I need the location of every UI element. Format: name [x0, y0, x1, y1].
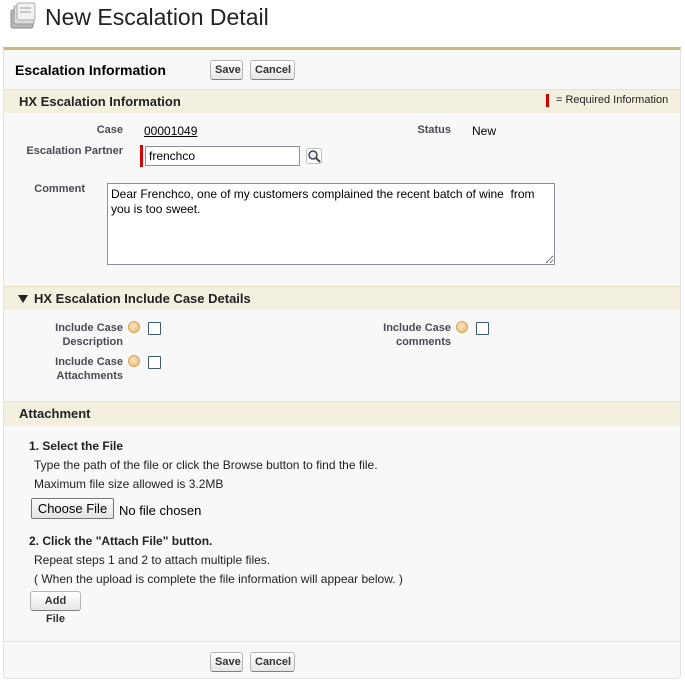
- attachment-header: [4, 401, 680, 426]
- choose-file-button[interactable]: Choose File: [31, 498, 114, 519]
- help-icon[interactable]: [456, 321, 468, 333]
- comment-label: Comment: [34, 183, 85, 195]
- hx-escalation-information-title: HX Escalation Information: [19, 94, 181, 109]
- attachment-title: Attachment: [19, 406, 91, 421]
- case-label: Case: [96, 124, 123, 136]
- comment-textarea[interactable]: [107, 183, 555, 265]
- include-case-description-checkbox[interactable]: [148, 322, 161, 335]
- no-file-chosen-text: No file chosen: [119, 503, 202, 518]
- upload-complete-note: ( When the upload is complete the file information will appear below. ): [34, 572, 403, 586]
- collapse-triangle-icon[interactable]: [18, 295, 28, 303]
- save-button-top[interactable]: Save: [210, 60, 243, 80]
- escalation-information-title: Escalation Information: [15, 62, 166, 78]
- lookup-search-icon[interactable]: [306, 148, 322, 164]
- escalation-partner-input[interactable]: [145, 146, 300, 166]
- step2-title: 2. Click the "Attach File" button.: [29, 534, 213, 548]
- include-case-comments-label: Include Case comments: [383, 322, 451, 348]
- status-value: New: [472, 124, 497, 138]
- include-case-attachments-label: Include Case Attachments: [55, 356, 123, 382]
- cancel-button-top[interactable]: Cancel: [250, 60, 295, 80]
- include-case-attachments-checkbox[interactable]: [148, 356, 161, 369]
- help-icon[interactable]: [128, 355, 140, 367]
- step1-title: 1. Select the File: [29, 439, 124, 453]
- escalation-partner-label: Escalation Partner: [26, 145, 123, 157]
- escalation-partner-required-bar: [140, 145, 143, 167]
- cancel-button-bottom[interactable]: Cancel: [250, 652, 295, 672]
- step2-instruction: Repeat steps 1 and 2 to attach multiple files.: [34, 553, 271, 567]
- escalation-logo-icon: [7, 2, 39, 32]
- status-label: Status: [417, 124, 451, 136]
- help-icon[interactable]: [128, 321, 140, 333]
- step1-instruction: Type the path of the file or click the Browse button to find the file.: [34, 458, 378, 472]
- case-link[interactable]: 00001049: [144, 124, 198, 138]
- max-size-note: Maximum file size allowed is 3.2MB: [34, 477, 224, 491]
- include-case-details-title: HX Escalation Include Case Details: [34, 291, 251, 306]
- add-file-button[interactable]: Add File: [30, 591, 81, 611]
- required-indicator: [546, 94, 549, 107]
- include-case-description-label: Include Case Description: [55, 322, 123, 348]
- page-title: New Escalation Detail: [45, 4, 269, 30]
- bottom-divider: [4, 641, 680, 642]
- save-button-bottom[interactable]: Save: [210, 652, 243, 672]
- required-information-note: = Required Information: [556, 94, 669, 106]
- include-case-comments-checkbox[interactable]: [476, 322, 489, 335]
